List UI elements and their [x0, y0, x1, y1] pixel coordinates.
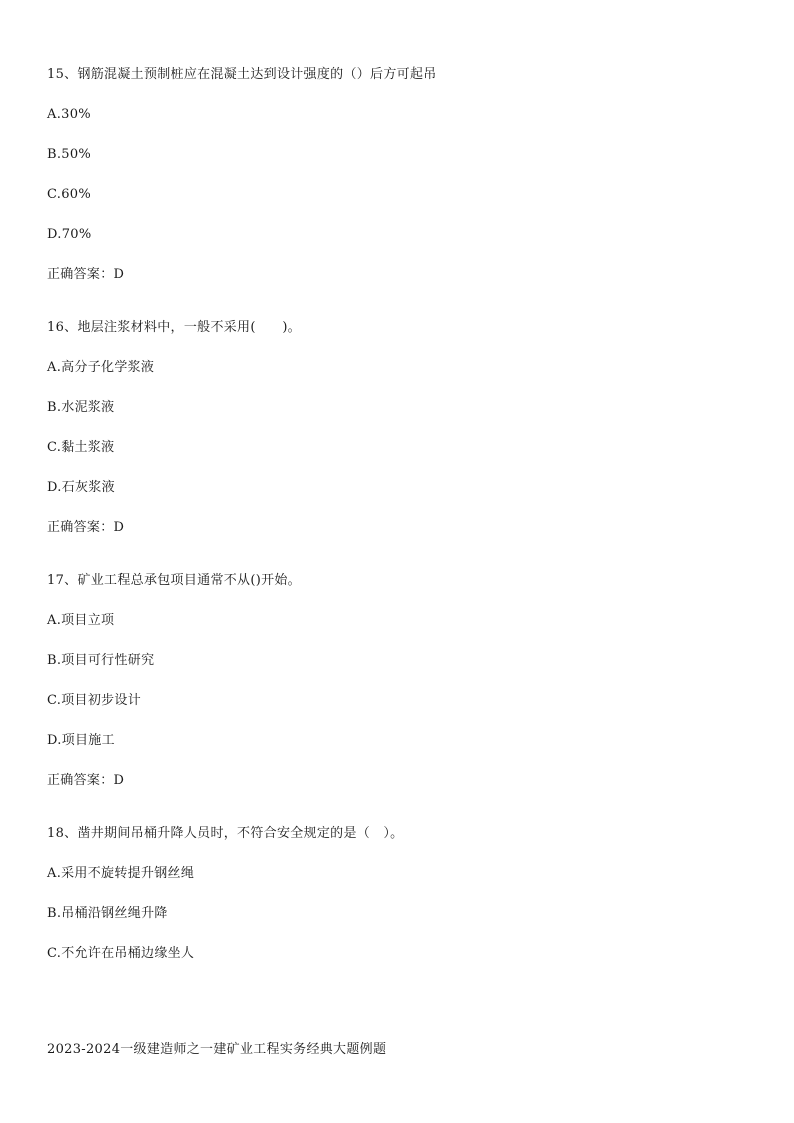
- option-b: B.水泥浆液: [47, 400, 115, 415]
- option-c: C.60%: [47, 187, 92, 202]
- option-b: B.项目可行性研究: [47, 653, 155, 668]
- option-a: A.项目立项: [47, 613, 115, 628]
- option-d: D.70%: [47, 227, 92, 242]
- question-stem: 16、地层注浆材料中，一般不采用( )。: [47, 320, 301, 335]
- option-a: A.30%: [47, 107, 91, 122]
- option-b: B.50%: [47, 147, 92, 162]
- option-d: D.项目施工: [47, 733, 115, 748]
- option-a: A.高分子化学浆液: [47, 360, 155, 375]
- correct-answer: 正确答案：D: [47, 520, 125, 535]
- correct-answer: 正确答案：D: [47, 267, 125, 282]
- page-footer-title: 2023-2024一级建造师之一建矿业工程实务经典大题例题: [47, 1042, 387, 1057]
- option-c: C.项目初步设计: [47, 693, 142, 708]
- option-c: C.不允许在吊桶边缘坐人: [47, 946, 195, 961]
- option-c: C.黏土浆液: [47, 440, 115, 455]
- option-b: B.吊桶沿钢丝绳升降: [47, 906, 168, 921]
- correct-answer: 正确答案：D: [47, 773, 125, 788]
- question-stem: 15、钢筋混凝土预制桩应在混凝土达到设计强度的（）后方可起吊: [47, 67, 437, 82]
- question-stem: 17、矿业工程总承包项目通常不从()开始。: [47, 573, 301, 588]
- question-stem: 18、凿井期间吊桶升降人员时，不符合安全规定的是（ ）。: [47, 826, 404, 841]
- option-a: A.采用不旋转提升钢丝绳: [47, 866, 195, 881]
- option-d: D.石灰浆液: [47, 480, 115, 495]
